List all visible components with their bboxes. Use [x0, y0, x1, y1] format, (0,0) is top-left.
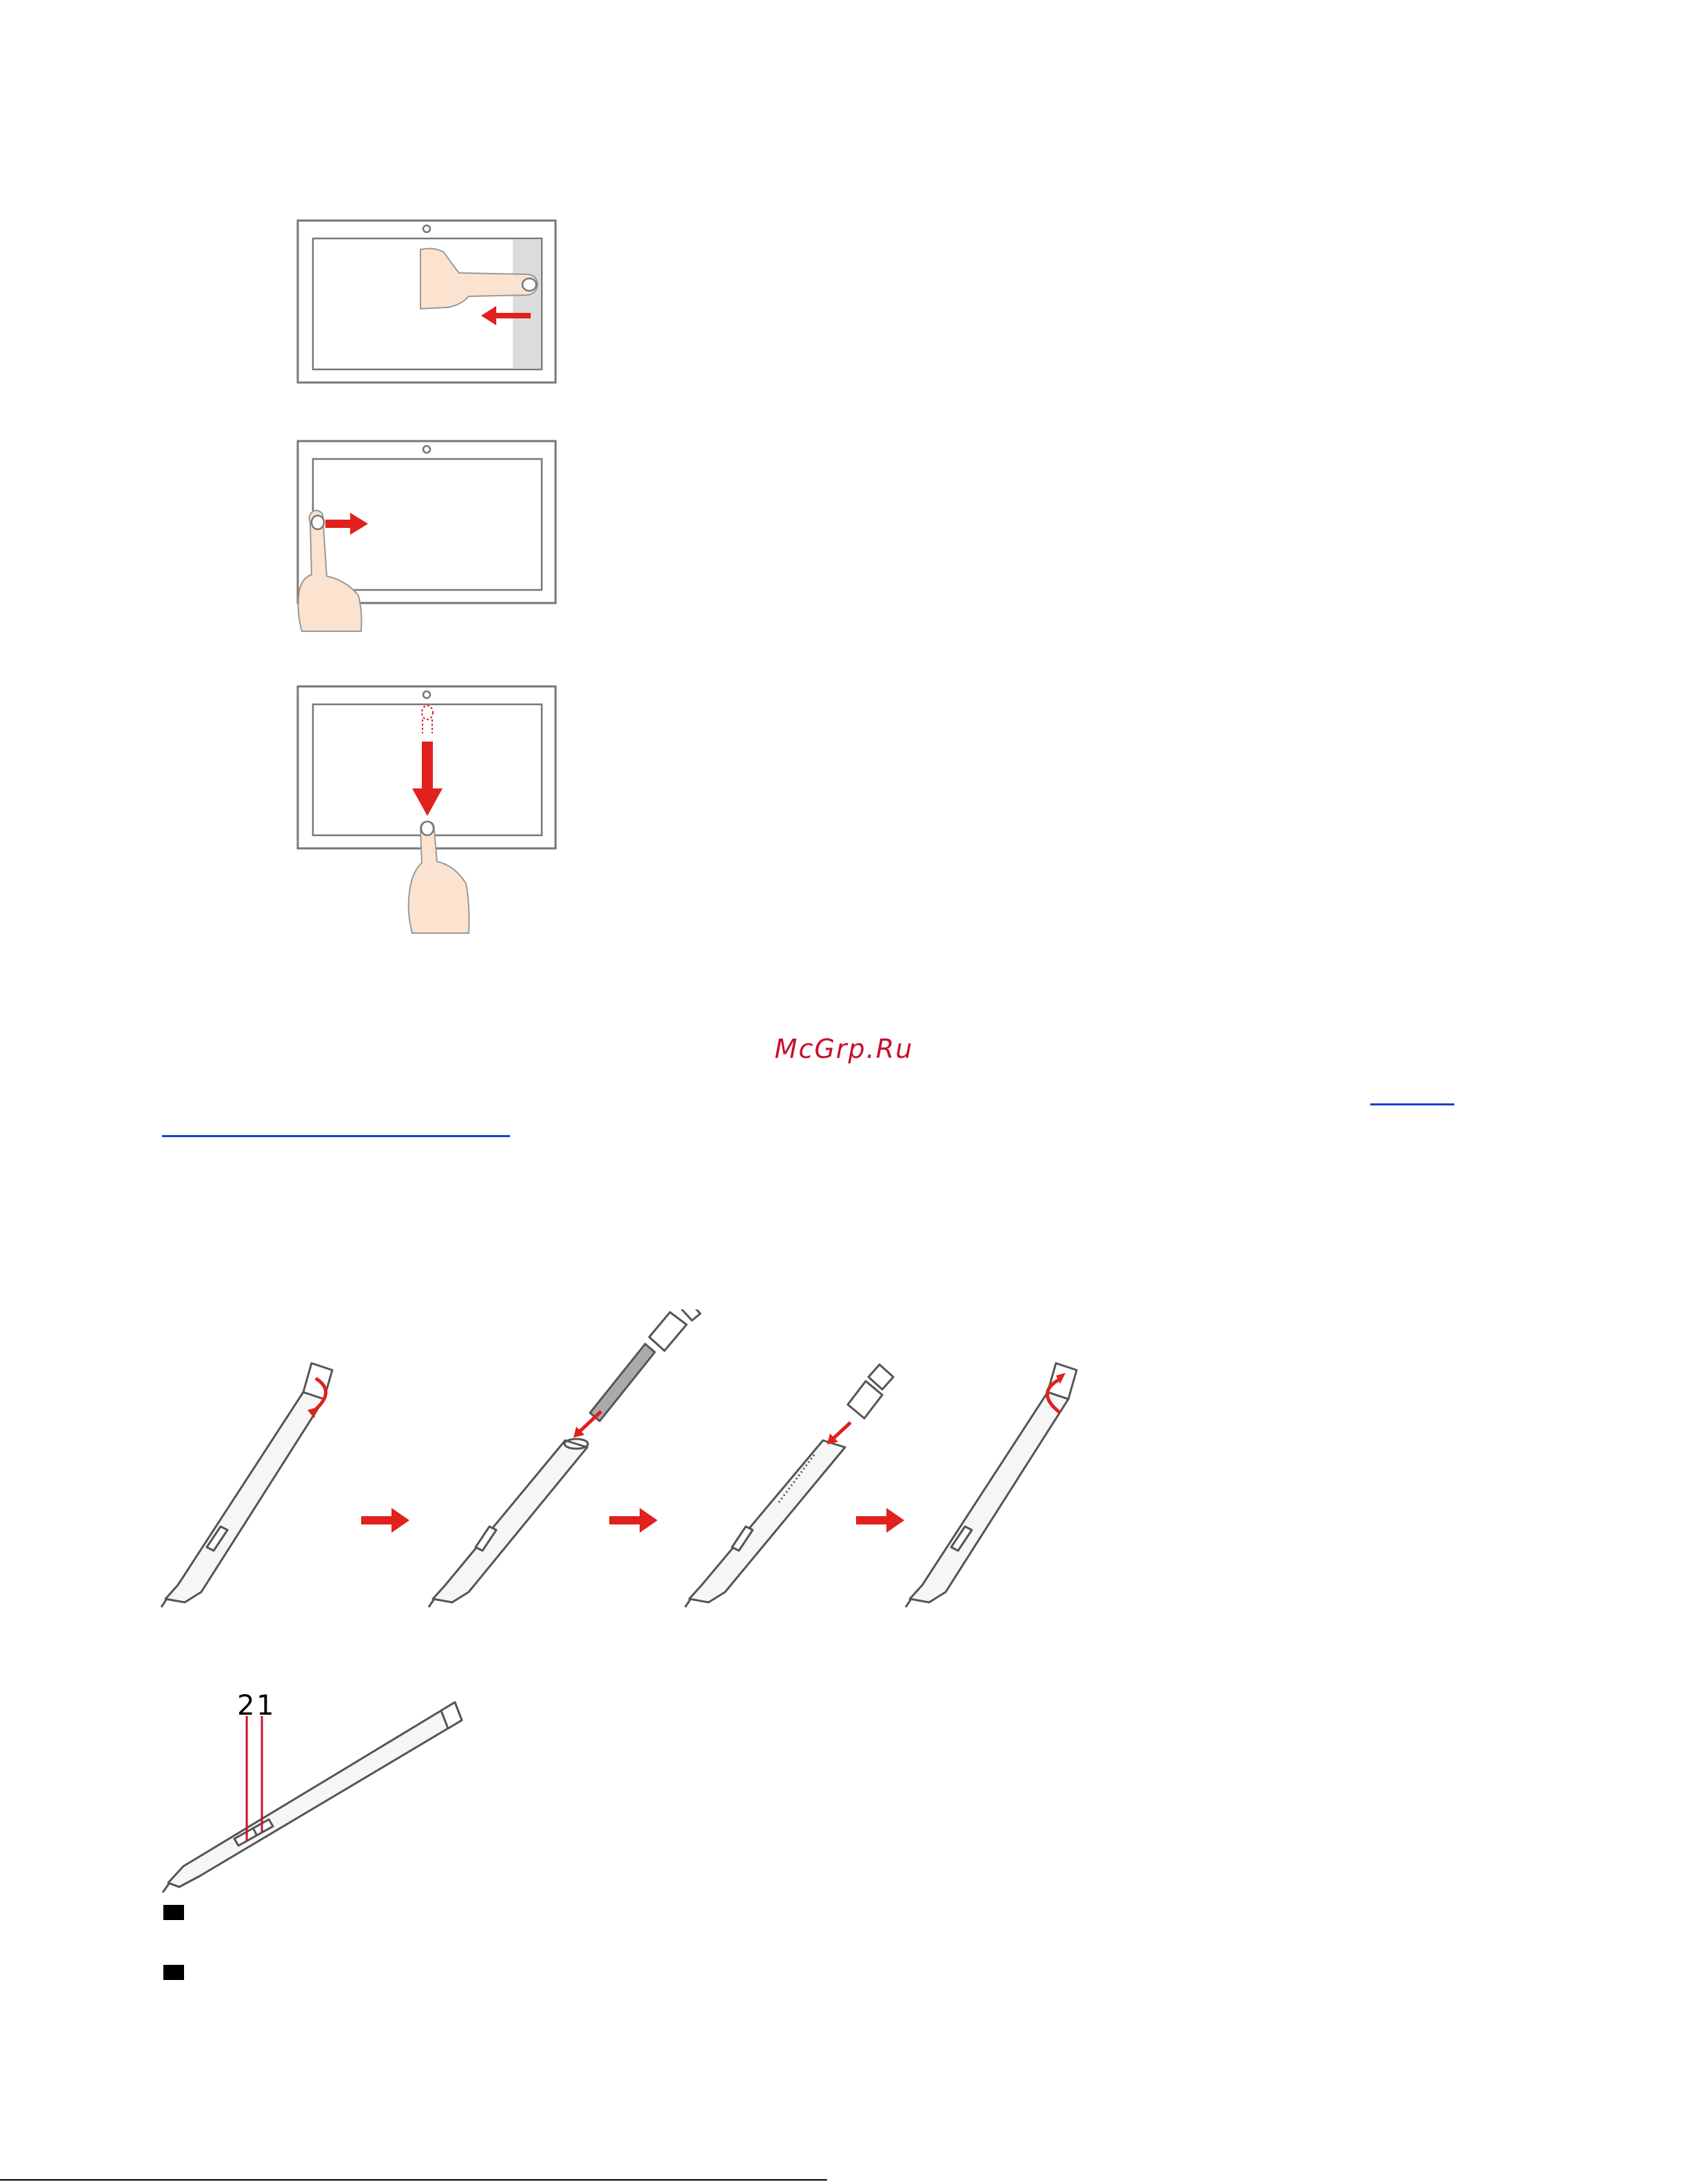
legend-marker-2: [163, 1965, 184, 1980]
callout-label-2: 2: [237, 1690, 255, 1722]
gesture-swipe-down-illustration: [296, 685, 558, 940]
pen-battery-installation-illustration: [152, 1309, 1103, 1620]
pen-buttons-illustration: [159, 1688, 476, 1895]
callout-label-1: 1: [256, 1690, 274, 1722]
gesture-swipe-left-illustration: [296, 219, 558, 388]
hyperlink-underline-end[interactable]: [1370, 1103, 1454, 1105]
pen-step-1: [161, 1363, 332, 1607]
pen-step-3: [685, 1365, 893, 1607]
pen-step-4: [906, 1363, 1077, 1607]
gesture-swipe-right-illustration: [296, 440, 558, 633]
legend-marker-1: [163, 1905, 184, 1920]
footer-rule: [0, 2179, 827, 2181]
pen-step-2: [429, 1309, 700, 1607]
watermark-text: McGrp.Ru: [774, 1034, 914, 1064]
hyperlink-underline-start[interactable]: [162, 1135, 510, 1137]
